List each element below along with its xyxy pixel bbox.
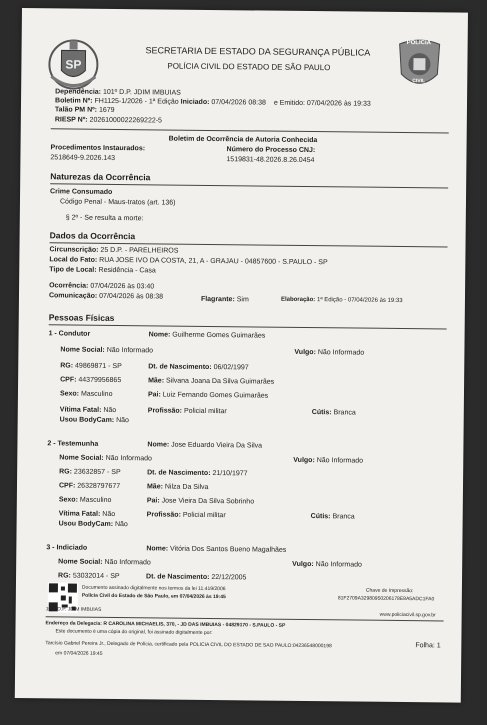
label: Vulgo: (294, 348, 316, 357)
p2-pai: Jose Vieira Da Silva Sobrinho (161, 497, 255, 506)
label: Dt. de Nascimento: (146, 573, 210, 581)
footer-dp: 101º D.P. JDIM IMBUIAS (45, 606, 102, 613)
p2-nome-social: Não Informado (105, 454, 152, 463)
procedimentos-value: 2518649-9.2026.143 (50, 154, 116, 162)
codigo-penal: Código Penal - Maus-tratos (art. 136) (59, 198, 176, 207)
p1-vulgo: Não Informado (317, 349, 365, 357)
sp-coat-of-arms-icon (45, 36, 102, 95)
p3-nome: Vitória Dos Santos Bueno Magalhães (170, 545, 287, 554)
divider (51, 128, 449, 133)
p1-role: 1 - Condutor (48, 330, 91, 338)
p3-rg: 53032014 - SP (72, 572, 120, 581)
p2-vitima-fatal: Não (102, 510, 116, 519)
divider (50, 183, 448, 188)
p1-dt-nasc: 06/02/1997 (213, 364, 249, 372)
label: Nome Social: (58, 558, 103, 566)
dependencia-value: 101º D.P. JDIM IMBUIAS (102, 88, 181, 97)
p3-vulgo: Não Informado (315, 561, 363, 569)
header-line1: SECRETARIA DE ESTADO DA SEGURANÇA PÚBLICA (145, 45, 371, 58)
header-line2: POLÍCIA CIVIL DO ESTADO DE SÃO PAULO (167, 61, 331, 73)
comunicacao-value: 07/04/2026 às 08:38 (99, 292, 164, 301)
processo-value: 1519831-48.2026.8.26.0454 (226, 156, 315, 165)
divider (49, 324, 447, 329)
iniciado-value: 07/04/2026 08:38 (211, 98, 266, 107)
p3-nome-social: Não Informado (104, 558, 151, 567)
p1-nome: Guilherme Gomes Guimarães (172, 331, 266, 340)
footer-copia: Este documento é uma cópia do original, foi assinado digitalmente por: (55, 628, 213, 637)
tipo-label: Tipo de Local: (49, 266, 97, 274)
label: Vítima Fatal: (59, 406, 102, 414)
label: Vítima Fatal: (58, 510, 101, 518)
footer-em: em 07/04/2026 19:45 (55, 650, 103, 657)
p2-sexo: Masculino (79, 496, 112, 504)
p1-vitima-fatal: Não (103, 406, 117, 415)
natureza-section: Naturezas da Ocorrência (50, 171, 151, 183)
label: Nome: (148, 331, 171, 339)
p2-dt-nasc: 21/10/1977 (212, 470, 248, 478)
processo-label: Número do Processo CNJ: (226, 146, 316, 155)
label: RG: (58, 572, 71, 580)
p3-role: 3 - Indiciado (46, 544, 88, 552)
label: Cútis: (310, 513, 331, 521)
riesp-value: 20261000022269222-5 (89, 116, 163, 125)
boletim-label: Boletim Nº: (54, 97, 93, 105)
p1-cpf: 44379956865 (78, 376, 122, 385)
sign-line1: Documento assinado digitalmente nos termos da lei 11.419/2006 (81, 584, 226, 593)
footer-assinante: Tarcísio Gabriel Pereira Jr., Delegado de Polícia, certificado pela POLICIA CIVIL DO ESTADO DE SAO PAULO:04236548000198 (45, 640, 332, 650)
label: Nome: (146, 545, 169, 553)
label: Profissão: (146, 511, 181, 519)
talao-value: 1679 (98, 106, 115, 114)
p2-vulgo: Não Informado (316, 457, 364, 465)
label: CPF: (60, 376, 77, 384)
label: Dt. de Nascimento: (147, 469, 211, 477)
elaboracao-value: 1ª Edição - 07/04/2026 às 19:33 (316, 297, 403, 305)
local-label: Local do Fato: (49, 256, 98, 264)
label: Sexo: (59, 390, 80, 398)
p1-sexo: Masculino (80, 390, 113, 398)
label: Usou BodyCam: (58, 520, 114, 528)
p2-bodycam: Não (114, 521, 128, 529)
chave-label: Chave de Impressão: (365, 587, 414, 595)
ocorrencia-value: 07/04/2026 às 03:40 (90, 282, 155, 291)
label: Profissão: (147, 407, 183, 415)
flagrante-label: Flagrante: (200, 295, 235, 304)
ocorrencia-label: Ocorrência: (49, 282, 89, 290)
label: Mãe: (146, 483, 163, 491)
p2-cpf: 26328797677 (77, 482, 121, 491)
local-value: RUA JOSE IVO DA COSTA, 21, A - GRAJAU - 04857600 - S.PAULO - SP (99, 256, 328, 267)
label: Vulgo: (293, 456, 315, 465)
dados-section: Dados da Ocorrência (49, 230, 136, 242)
circ-label: Circunscrição: (49, 246, 99, 254)
riesp-label: RIESP Nº: (54, 116, 88, 124)
label: Nome Social: (60, 346, 105, 354)
badge-bottom-text: CIVIL (412, 78, 426, 85)
crime-title: Crime Consumado (50, 188, 113, 196)
comunicacao-label: Comunicação: (48, 292, 98, 300)
p2-mae: Nilza Da Silva (164, 483, 209, 491)
svg-text:SP: SP (65, 57, 82, 72)
label: Mãe: (148, 377, 165, 385)
p1-nome-social: Não Informado (106, 346, 154, 355)
elaboracao-label: Elaboração: (280, 296, 316, 304)
label: Sexo: (58, 496, 78, 504)
footer-site: www.policiacivil.sp.gov.br (379, 611, 436, 619)
pessoas-section: Pessoas Físicas (48, 312, 115, 323)
p2-rg: 23632857 - SP (73, 468, 121, 477)
circ-value: 25 D.P. - PARELHEIROS (100, 246, 179, 255)
label: Nome Social: (59, 454, 104, 462)
sign-line2: Polícia Civil do Estado de São Paulo, em 07/04/2026 às 19:45 (81, 592, 226, 601)
p2-role: 2 - Testemunha (47, 440, 99, 448)
talao-label: Talão PM Nº: (54, 106, 98, 114)
p1-profissao: Policial militar (183, 407, 227, 416)
p1-cutis: Branca (333, 409, 356, 417)
folha: Folha: 1 (415, 642, 441, 650)
iniciado-label: Iniciado: (180, 98, 210, 106)
p2-nome: Jose Eduardo Vieira Da Silva (171, 441, 263, 450)
bo-title: Boletim de Ocorrência de Autoria Conhecida (168, 135, 318, 145)
p1-rg: 49869871 - SP (75, 362, 122, 371)
badge-top-text: POLÍCIA (406, 40, 432, 47)
label: Dt. de Nascimento: (148, 363, 212, 372)
boletim-value: FH1125-1/2026 - 1ª Edição (94, 97, 179, 106)
label: RG: (59, 468, 73, 476)
tipo-value: Residência - Casa (98, 266, 156, 275)
footer-endereco: Endereço da Delegacia: R CAROLINA MICHAELIS, 370, - JD DAS IMBUIAS - 04829170 - S.PAULO - SP (45, 620, 286, 629)
label: Cútis: (311, 409, 332, 417)
flagrante-value: Sim (236, 296, 249, 304)
label: Pai: (147, 391, 161, 399)
procedimentos-label: Procedimentos Instaurados: (50, 144, 146, 153)
emitido-value: 07/04/2026 às 19:33 (306, 99, 371, 108)
chave-value: 81F2709A32980950206178E8A5ADC1FA0 (337, 595, 435, 603)
p1-bodycam: Não (116, 417, 129, 425)
label: Vulgo: (292, 560, 314, 569)
p3-dt-nasc: 22/12/2005 (211, 574, 247, 582)
dependencia-label: Dependência: (55, 88, 102, 96)
paragrafo: § 2º - Se resulta a morte: (65, 214, 144, 223)
document-sheet (15, 8, 468, 703)
label: Nome: (147, 441, 170, 449)
label: Pai: (146, 497, 160, 505)
label: CPF: (58, 482, 76, 490)
label: Usou BodyCam: (59, 416, 115, 424)
emitido-label: e Emitido: (273, 99, 306, 107)
p2-cutis: Branca (332, 513, 355, 521)
p2-profissao: Policial militar (182, 511, 226, 520)
p1-pai: Luiz Fernando Gomes Guimarães (162, 391, 269, 400)
p1-mae: Silvana Joana Da Silva Guimarães (165, 377, 275, 386)
label: RG: (60, 362, 74, 370)
